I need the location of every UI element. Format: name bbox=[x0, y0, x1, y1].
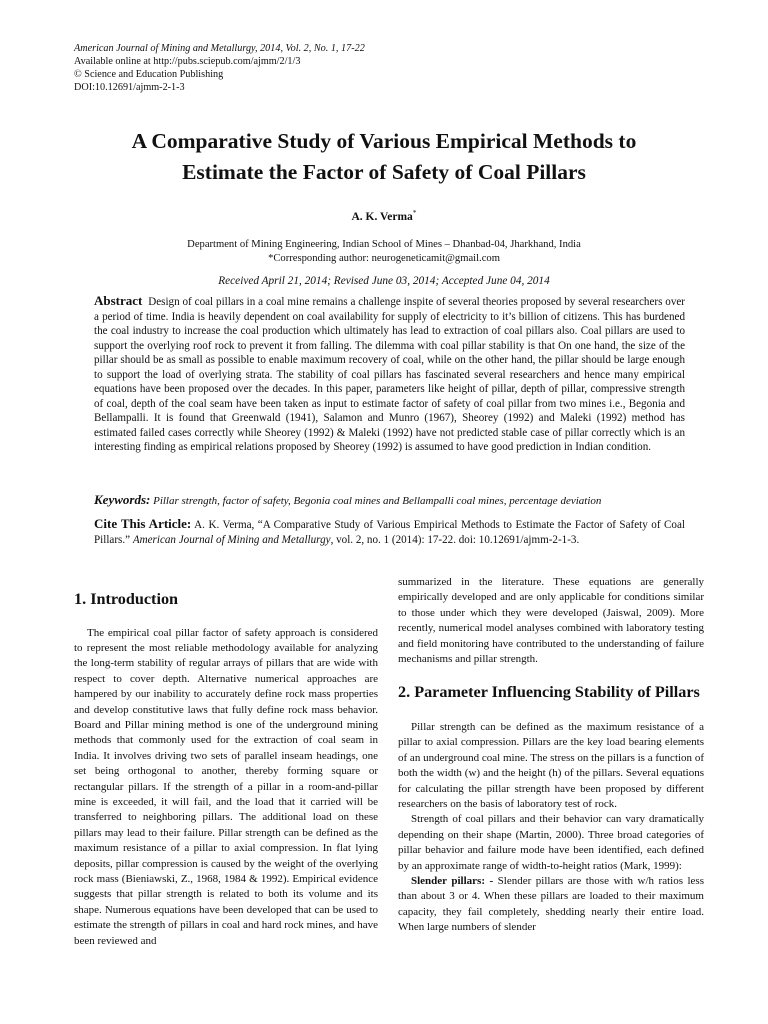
keywords-text: Pillar strength, factor of safety, Begonia coal mines and Bellampalli coal mines, percentage deviation bbox=[153, 495, 602, 507]
section-1-heading: 1. Introduction bbox=[74, 590, 179, 608]
right-column bbox=[398, 575, 704, 936]
doi-line: DOI:10.12691/ajmm-2-1-3 bbox=[74, 82, 185, 93]
abstract-label: Abstract bbox=[94, 293, 143, 308]
section-2-paragraph-1: Pillar strength can be defined as the maximum resistance of a pillar to axial compression. Pillars are the key load bearing elements of an underground coal mine. The stress on the pillars is a function of both the width (w) and the height (h) of the pillars. Several equations for calculating the pillar strength have been proposed by different researchers on the basis of laboratory test of rock. bbox=[398, 720, 704, 810]
section-2-heading: 2. Parameter Influencing Stability of Pillars bbox=[398, 683, 700, 702]
title-line-1: A Comparative Study of Various Empirical Methods to bbox=[131, 129, 637, 153]
received-dates: Received April 21, 2014; Revised June 03, 2014; Accepted June 04, 2014 bbox=[218, 275, 550, 287]
section-2-paragraph-3 bbox=[398, 874, 704, 936]
keywords-label: Keywords: bbox=[94, 492, 151, 507]
abstract-text: Design of coal pillars in a coal mine remains a challenge inspite of several theories proposed by several researchers over a period of time. India is heavily dependent on coal availability for supply of electricity to it’s billion of citizens. This has burdened the coal industry to increase the coal production which ultimately has lead to extraction of coal pillars also. Coal pillars are used to support the overlying roof rock to prevent it from falling. The dilemma with coal pillar stability is that On one hand, the size of the pillar should be as small as possible to enable maximum recovery of coal, while on the other hand, the pillar should be large enough to support the load of overlying strata. The stability of coal pillars has fascinated several researchers and hence many empirical equations have been proposed over the decades. In this paper, parameters like height of pillar, depth of pillar, compressive strength of coal, depth of the coal seam have been taken as input to estimate factor of safety of coal pillar from two mines i.e., Begonia and Bellampalli. It is found that Greenwald (1941), Salamon and Munro (1967), Sheorey (1992) and Maleki (1992) method has estimated failed cases correctly while Sheorey (1992) & Maleki (1992) have not predicted stable case of pillar correctly which is an interesting finding as empirical relations proposed by Sheorey (1992) is assumed to have good prediction in Indian condition. bbox=[94, 296, 685, 453]
paper-title bbox=[40, 126, 728, 188]
cite-journal: American Journal of Mining and Metallurgy bbox=[132, 533, 331, 546]
slender-pillars-label: Slender pillars: - bbox=[411, 875, 494, 887]
cite-label: Cite This Article: bbox=[94, 516, 192, 531]
cite-this-article bbox=[94, 517, 685, 547]
keywords bbox=[94, 493, 694, 508]
affiliation-department: Department of Mining Engineering, Indian School of Mines – Dhanbad-04, Jharkhand, India bbox=[187, 239, 581, 250]
author-mark: * bbox=[412, 208, 417, 217]
cite-text-after: , vol. 2, no. 1 (2014): 17-22. doi: 10.12691/ajmm-2-1-3. bbox=[330, 533, 580, 546]
journal-header bbox=[74, 42, 365, 94]
left-column bbox=[74, 590, 378, 949]
section-2-paragraph-2: Strength of coal pillars and their behavior can vary dramatically depending on their shape (Martin, 2000). Three broad categories of pillar behavior and failure mode have been identified, each defined by an approximate range of width-to-height ratios (Mark, 1999): bbox=[398, 813, 704, 872]
corresponding-author: *Corresponding author: neurogeneticamit@gmail.com bbox=[268, 252, 500, 264]
author-line bbox=[0, 208, 768, 223]
publisher-line: © Science and Education Publishing bbox=[74, 69, 224, 80]
intro-paragraph-1: The empirical coal pillar factor of safety approach is considered to represent the most reliable methodology available for analyzing the long-term stability of regular arrays of pillars that are wide with respect to cover depth. Alternative numerical approaches are hampered by our inability to accurately define rock mass properties and develop constitutive laws that fully define rock mass behavior. Board and Pillar mining method is one of the underground mining methods that commonly used for the extraction of coal seam in India. It involves driving two sets of parallel inseam headings, one set being orthogonal to another, thereby forming square or rectangular pillars. If the strength of a pillar in a room-and-pillar mine is exceeded, it will fail, and the load that it carried will be transferred to neighboring pillars. The additional load on these pillars may lead to their failure. Pillar strength can be defined as the maximum resistance of a pillar to axial compression. In flat lying deposits, pillar compression is caused by the weight of the overlying rock mass (Bieniawski, Z., 1968, 1984 & 1992). Empirical evidence suggests that pillar strength is related to both its volume and its shape. Numerous equations have been developed that can be used to estimate the strength of pillars in coal and hard rock mines, and have been reviewed and bbox=[74, 626, 378, 947]
journal-citation-line: American Journal of Mining and Metallurgy, 2014, Vol. 2, No. 1, 17-22 bbox=[74, 43, 365, 54]
slender-pillars-text: Slender pillars are those with w/h ratios less than about 3 or 4. When these pillars are loaded to their maximum capacity, they fail completely, shedding nearly their entire load. When large numbers of slender bbox=[398, 875, 704, 934]
title-line-2: Estimate the Factor of Safety of Coal Pillars bbox=[182, 160, 586, 184]
cite-text-before: A. K. Verma, “A Comparative Study of Various Empirical Methods to Estimate the Factor of Safety of Coal Pillars.” bbox=[94, 519, 685, 546]
intro-paragraph-continued: summarized in the literature. These equations are generally empirically developed and are only applicable for conditions similar to those under which they were developed (Jaiswal, 2009). More recently, numerical model analyses combined with laboratory testing and field monitoring have contributed to the understanding of failure mechanisms and pillar strength. bbox=[398, 576, 704, 666]
affiliation bbox=[0, 238, 768, 265]
available-online-line: Available online at http://pubs.sciepub.com/ajmm/2/1/3 bbox=[74, 56, 301, 67]
abstract bbox=[94, 294, 685, 455]
author-name: A. K. Verma bbox=[351, 210, 413, 223]
